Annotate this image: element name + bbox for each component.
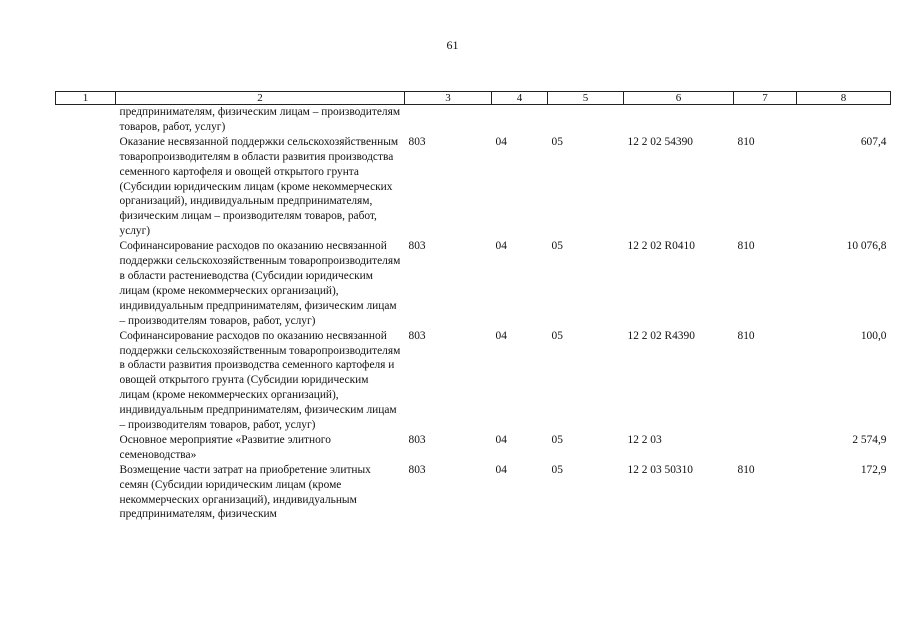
table-row [56,433,891,463]
budget-table [55,91,891,522]
amount: 172,9 [860,463,887,476]
cell-col1 [56,433,116,463]
column-header-7: 7 [734,92,797,105]
ministry-code: 803 [408,463,426,476]
subsection-code: 05 [551,135,563,148]
column-header-6: 6 [624,92,734,105]
section-code [492,105,548,135]
section-code: 04 [495,135,507,148]
amount [797,105,891,135]
column-header-3: 3 [405,92,492,105]
table-row [56,463,891,523]
row-description: Основное мероприятие «Развитие элитного семеноводства» [119,433,331,461]
ministry-code: 803 [408,433,426,446]
section-code: 04 [495,329,507,342]
ministry-code [405,105,492,135]
subsection-code: 05 [551,240,563,253]
column-header-5: 5 [548,92,624,105]
expense-type-code [734,433,797,463]
page-number: 61 [446,38,459,52]
table-row [56,105,891,135]
target-article-code: 12 2 02 R0410 [627,240,695,253]
row-description: Софинансирование расходов по оказанию несвязанной поддержки сельскохозяйственным товаропроизводителям в области растениеводства (Субсидии юридическим лицам (кроме некоммерческих организаций), индивидуальным предпринимателям, физическим лицам – производителям товаров, работ, услуг) [119,240,401,327]
target-article-code: 12 2 03 [627,433,662,446]
expense-type-code: 810 [737,329,755,342]
amount: 2 574,9 [852,433,887,446]
section-code: 04 [495,240,507,253]
table-row [56,329,891,433]
table-row [56,135,891,239]
section-code: 04 [495,433,507,446]
column-header-8: 8 [797,92,891,105]
expense-type-code: 810 [737,240,755,253]
expense-type-code: 810 [737,135,755,148]
target-article-code: 12 2 02 R4390 [627,329,695,342]
row-description: Софинансирование расходов по оказанию несвязанной поддержки сельскохозяйственным товаропроизводителям в области развития производства семенного картофеля и овощей открытого грунта (Субсидии юридическим лицам (кроме некоммерческих организаций), индивидуальным предпринимателям, физическим лицам – производителям товаров, работ, услуг) [119,329,401,432]
table-row [56,239,891,328]
expense-type-code [734,105,797,135]
cell-col1 [56,329,116,433]
row-description: Оказание несвязанной поддержки сельскохозяйственным товаропроизводителям в области развития производства семенного картофеля и овощей открытого грунта (Субсидии юридическим лицам (кроме некоммерческих организаций), индивидуальным предпринимателям, физическим лицам – производителям товаров, работ, услуг) [119,135,399,238]
subsection-code: 05 [551,329,563,342]
cell-col1 [56,239,116,328]
ministry-code: 803 [408,240,426,253]
amount: 607,4 [860,135,887,148]
expense-type-code: 810 [737,463,755,476]
target-article-code: 12 2 03 50310 [627,463,693,476]
target-article-code: 12 2 02 54390 [627,135,693,148]
column-header-row [56,92,891,105]
column-header-1: 1 [56,92,116,105]
subsection-code [548,105,624,135]
column-header-4: 4 [492,92,548,105]
cell-col1 [56,105,116,135]
ministry-code: 803 [408,329,426,342]
row-description: Возмещение части затрат на приобретение элитных семян (Субсидии юридическим лицам (кроме некоммерческих организаций), индивидуальным предпринимателям, физическим [119,463,371,521]
ministry-code: 803 [408,135,426,148]
cell-col1 [56,463,116,523]
subsection-code: 05 [551,463,563,476]
row-description: предпринимателям, физическим лицам – производителям товаров, работ, услуг) [119,106,401,133]
section-code: 04 [495,463,507,476]
cell-col1 [56,135,116,239]
amount: 10 076,8 [846,240,887,253]
column-header-2: 2 [116,92,405,105]
subsection-code: 05 [551,433,563,446]
target-article-code [624,105,734,135]
amount: 100,0 [860,329,887,342]
